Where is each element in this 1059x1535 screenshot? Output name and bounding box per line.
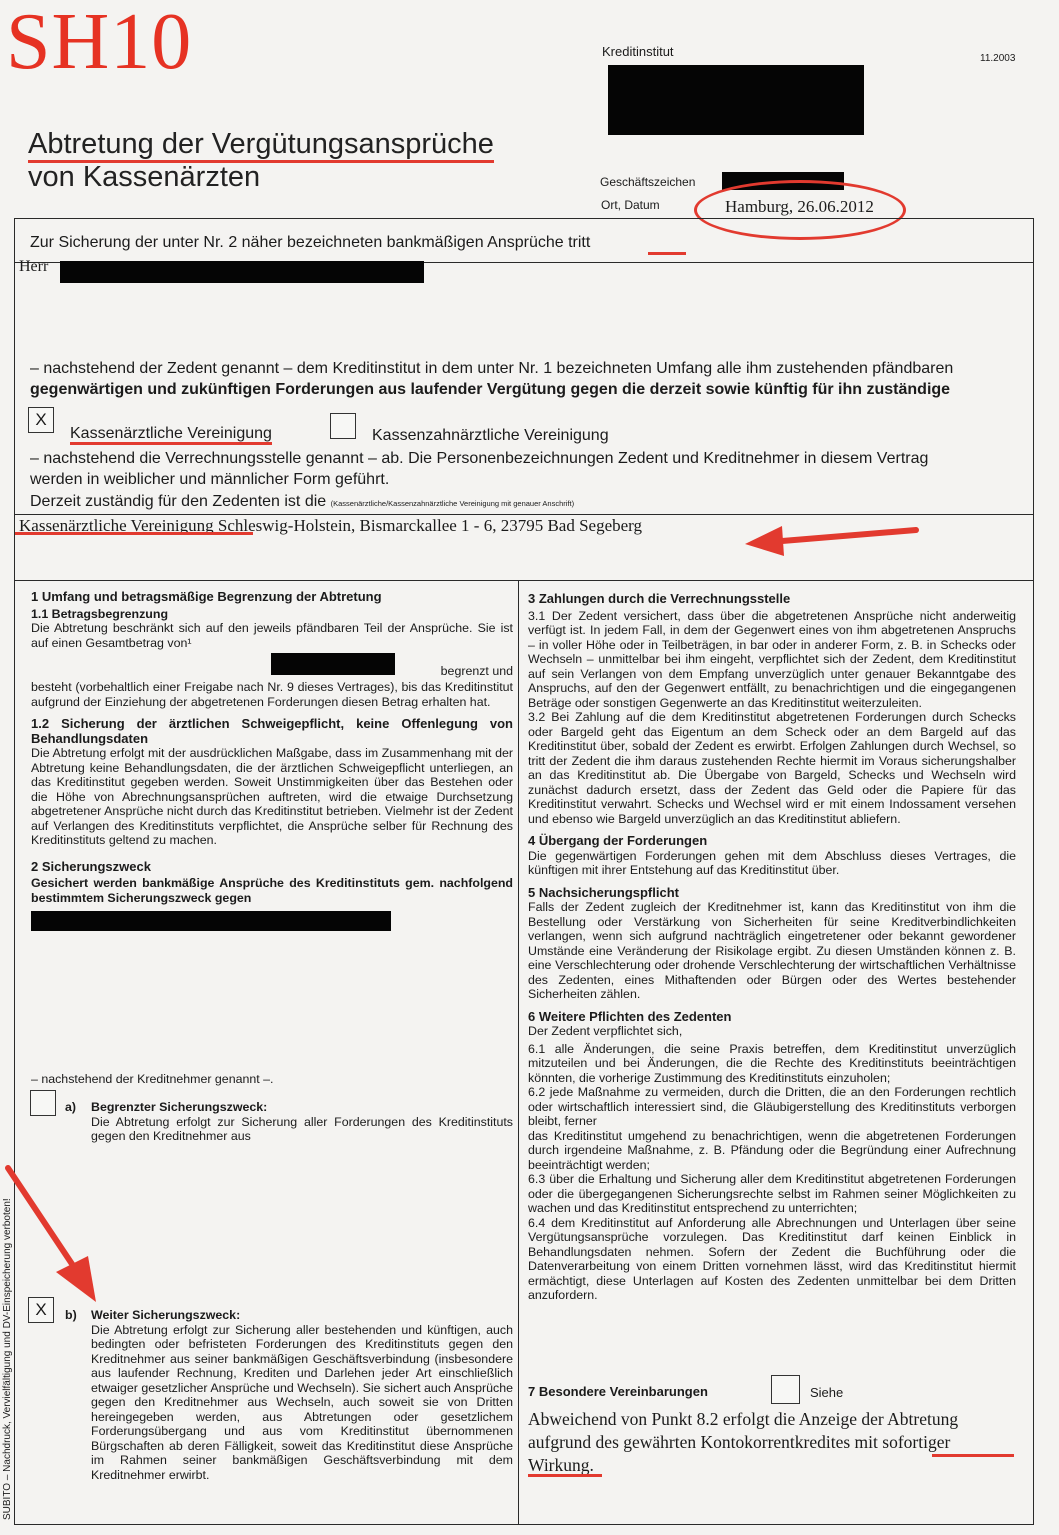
purpose-b [91,1308,513,1482]
section-6-3: 6.3 über die Erhaltung und Sicherung aller dem Kreditinstitut abgetretenen Forderungen oder die übergegangenen Sicherungsrechte selbst im Rahmen seiner Möglichkeiten zu wachen und das Kreditinstitut entsprechend zu unterrichten; [528,1172,1016,1215]
redacted-person [60,261,424,283]
section-6-2b: das Kreditinstitut umgehend zu benachrichtigen, wenn die abgetretenen Forderungen durch irgendeine Maßnahme, z. B. Pfändung oder die Begründung einer Aufrechnung beeinträchtigt werden; [528,1128,1016,1172]
reference-label: Geschäftszeichen [600,175,696,189]
redacted-borrower [31,911,391,931]
right-column [528,592,1016,1303]
section-1-1-text-b: begrenzt und [440,664,513,678]
title-line-2: von Kassenärzten [28,161,261,193]
purpose-b-title: Weiter Sicherungszweck: [91,1308,241,1322]
section-7-text: Abweichend von Punkt 8.2 erfolgt die Anzeige der Abtretung aufgrund des gewährten Kontokorrentkredites mit sofortiger Wirkung. [528,1409,959,1475]
purpose-a-title: Begrenzter Sicherungszweck: [91,1100,268,1114]
intro-line-2: gegenwärtigen und zukünftigen Forderungen aus laufender Vergütung gegen die derzeit sowie künftig für ihn zuständige [30,381,951,398]
current-hint: (Kassenärztliche/Kassenzahnärztliche Vereinigung mit genauer Anschrift) [330,499,575,508]
section-1-2-text: Die Abtretung erfolgt mit der ausdrücklichen Maßgabe, dass im Zusammenhang mit der Abtretung keine Behandlungsdaten, die der ärztlichen Schweigepflicht unterliegen, an das Kreditinstitut gegeben werden. Soweit Unstimmigkeiten über das Bestehen oder die Höhe von Abrechnungsansprüchen auftreten, wird die etwaige Durchsetzung abgetretener Ansprüche nicht durch das Kreditinstitut betrieben. Vielmehr ist der Zedent auf Verlangen des Kreditinstituts verpflichtet, die Ansprüche selber für Rechnung des Kreditinstituts geltend zu machen. [31,746,513,847]
section-4-text: Die gegenwärtigen Forderungen gehen mit dem Abschluss dieses Vertrages, die künftigen mit ihrer Entstehung auf das Kreditinstitut über. [528,848,1016,877]
purpose-a-checkbox[interactable] [30,1090,56,1116]
amount-row [31,650,513,680]
intro-lead: Zur Sicherung der unter Nr. 2 näher bezeichneten bankmäßigen Ansprüche tritt [30,234,591,251]
institution-label: Kreditinstitut [602,44,674,59]
purpose-a [91,1100,513,1144]
section-1-1-title: 1.1 Betragsbegrenzung [31,606,169,621]
divider [14,580,1034,581]
intro-paragraph-1 [30,358,1020,400]
section-1-1-text-c: besteht (vorbehaltlich einer Freigabe nach Nr. 9 dieses Vertrages), bis das Kreditinstitut aufgrund der Einziehung der abgetretenen Forderungen diesen Betrag erhalten hat. [31,680,513,709]
option-kv-checkbox[interactable]: X [28,407,54,433]
redacted-amount [271,653,395,675]
section-2-text: Gesichert werden bankmäßige Ansprüche des Kreditinstituts gem. nachfolgend bestimmtem Sicherungszweck gegen [31,876,513,905]
form-version: 11.2003 [980,53,1016,64]
section-6-title: 6 Weitere Pflichten des Zedenten [528,1008,732,1024]
section-6-4: 6.4 dem Kreditinstitut auf Anforderung alle Abrechnungen und Unterlagen über seine Vergütungsansprüche vorzulegen. Das Kreditinstitut darf keinen Einblick in Behandlungsdaten nehmen. Sofern der Zedent die Buchführung oder die Datenverarbeitung von einem Dritten vornehmen lässt, wird das Kreditinstitut hiermit ermächtigt, diese Unterlagen auf Kosten des Zedenten unmittelbar bei dem Dritten anzufordern. [528,1215,1016,1302]
document-stamp: SH10 [6,0,193,86]
purpose-b-checkbox[interactable]: X [28,1297,54,1323]
document-title [28,128,494,194]
section-5-title: 5 Nachsicherungspflicht [528,884,679,900]
intro-paragraph-2 [30,448,1020,490]
option-kv-label [70,425,272,443]
place-date-value: Hamburg, 26.06.2012 [725,197,874,219]
place-date-label: Ort, Datum [601,198,660,212]
red-arrow-icon [4,1160,114,1310]
title-line-1: Abtretung der Vergütungsansprüche [28,128,494,163]
red-arrow-icon [740,510,920,560]
borrower-note: – nachstehend der Kreditnehmer genannt –. [31,1072,274,1086]
purpose-a-label: a) [65,1100,77,1114]
section-1-1-text-a: Die Abtretung beschränkt sich auf den jeweils pfändbaren Teil der Ansprüche. Sie ist auf einen Gesamtbetrag von¹ [31,621,513,650]
red-underline [15,532,253,535]
section-7-title: 7 Besondere Vereinbarungen [528,1384,708,1399]
section-7-see: Siehe [810,1385,844,1400]
section-6-2: 6.2 jede Maßnahme zu vermeiden, durch die Dritten, die an den Forderungen rechtlich oder wirtschaftlich interessiert sind, die Gläubigerstellung des Kreditinstituts verborgen bleibt, ferner [528,1085,1016,1128]
redacted-institution [608,65,864,135]
section-3-2: 3.2 Bei Zahlung auf die dem Kreditinstitut abgetretenen Forderungen durch Schecks oder Bargeld geht das Eigentum an dem Scheck oder an dem Bargeld auf das Kreditinstitut über, sobald der Zedent es erwirbt. Erfolgen Zahlungen durch Wechsel, so tritt der Zedent die ihm daraus zustehenden Rechte hiermit im Voraus sicherungshalber an das Kreditinstitut ab. Die Übergabe von Bargeld, Schecks und Wechseln wird zunächst dadurch ersetzt, dass der Zedent das Geld oder die Papiere für das Kreditinstitut verwahrt. Schecks und Wechsel wird er mit einem Indossament versehen und ebenso wie Bargeld unverzüglich an das Kreditinstitut abliefern. [528,710,1016,826]
left-column [31,590,513,931]
section-3-title: 3 Zahlungen durch die Verrechnungsstelle [528,591,791,606]
red-underline [932,1454,1014,1457]
purpose-b-label: b) [65,1308,77,1322]
option-kzv-label: Kassenzahnärztliche Vereinigung [372,427,609,444]
section-3-1: 3.1 Der Zedent versichert, dass über die abgetretenen Ansprüche nicht anderweitig verfügt ist. In jedem Fall, in dem der Gegenwert eines von ihm abgetretenen Anspruchs – in voller Höhe oder in Teilbeträgen, in bar oder in anderer Form, z. B. in Schecks oder Wechseln – unmittelbar bei ihm eingeht, verpflichtet sich der Zedent, dem Kreditinstitut auf sein Verlangen von dem Empfang unverzüglich unter genauer Bekanntgabe des Anspruchs, auf den der Gegenwert entfällt, zu benachrichtigen und die eingegangenen Beträge oder sonstigen Gegenwerte an das Kreditinstitut weiterzuleiten. [528,608,1016,710]
red-underline [648,252,686,255]
section-7-checkbox[interactable] [771,1375,800,1404]
section-4-title: 4 Übergang der Forderungen [528,833,708,848]
intro-para2-line-2: werden in weiblicher und männlicher Form geführt. [30,471,390,488]
current-authority-value: Kassenärztliche Vereinigung Schleswig-Holstein, Bismarckallee 1 - 6, 23795 Bad Segeberg [19,516,643,535]
section-5-text: Falls der Zedent zugleich der Kreditnehmer ist, kann das Kreditinstitut von ihm die Bestellung oder Verstärkung von Sicherheiten für seine Kreditverbindlichkeiten verlangen, wenn sich aufgrund nachträglich eingetretener oder bekannt gewordener Umstände eine Veränderung der Risikolage ergibt. Zu diesen Umständen können z. B. eine Verschlechterung oder drohende Verschlechterung der wirtschaftlichen Verhältnisse des Zedenten, eines Mithaftenden oder Bürgen oder des Wertes bestehender Sicherheiten zählen. [528,900,1016,1001]
section-1-title: 1 Umfang und betragsmäßige Begrenzung der Abtretung [31,589,382,604]
section-6-intro: Der Zedent verpflichtet sich, [528,1024,683,1038]
red-underline [528,1474,602,1477]
purpose-a-text: Die Abtretung erfolgt zur Sicherung aller Forderungen des Kreditinstituts gegen den Kreditnehmer aus [91,1114,513,1143]
option-kv-text: Kassenärztliche Vereinigung [70,425,272,445]
current-authority [30,493,574,511]
side-note: SUBITO – Nachdruck, Vervielfältigung und DV-Einspeicherung verboten! [2,1198,13,1520]
intro-para2-line-1: – nachstehend die Verrechnungsstelle genannt – ab. Die Personenbezeichnungen Zedent und Kreditnehmer in diesem Vertrag [30,450,929,467]
current-label: Derzeit zuständig für den Zedenten ist die [30,493,327,510]
purpose-b-text: Die Abtretung erfolgt zur Sicherung aller bestehenden und künftigen, auch bedingten oder befristeten Forderungen des Kreditinstituts gegen den Kreditnehmer aus seiner bankmäßigen Geschäftsverbindung (insbesondere aus laufender Rechnung, Krediten und Darlehen jeder Art einschließlich etwaiger gesetzlicher Ansprüche und Wechseln). Sie sichert auch Ansprüche gegen den Kreditnehmer aus Wechseln, auch soweit sie von Dritten hereingegeben werden, aus Abtretungen oder gesetzlichem Forderungsübergang und aus vom Kreditinstitut übernommenen Bürgschaften ab deren Fälligkeit, soweit das Kreditinstitut diese Ansprüche im Rahmen seiner bankmäßigen Geschäftsverbindung mit dem Kreditnehmer erwirbt. [91,1322,513,1482]
section-1-2-title: 1.2 Sicherung der ärztlichen Schweigepflicht, keine Offenlegung von Behandlungsdaten [31,716,513,746]
column-divider [518,580,519,1524]
person-prefix: Herr [19,258,49,275]
intro-line-1: – nachstehend der Zedent genannt – dem Kreditinstitut in dem unter Nr. 1 bezeichneten Umfang alle ihm zustehenden pfändbaren [30,360,954,377]
section-6-1: 6.1 alle Änderungen, die seine Praxis betreffen, dem Kreditinstitut unverzüglich mitzuteilen und bei Änderungen, die die Rechte des Kreditinstituts beeinträchtigen könnten, die vorherige Zustimmung des Kreditinstituts einzuholen; [528,1041,1016,1085]
section-2-title: 2 Sicherungszweck [31,858,151,874]
option-kzv-checkbox[interactable] [330,413,356,439]
